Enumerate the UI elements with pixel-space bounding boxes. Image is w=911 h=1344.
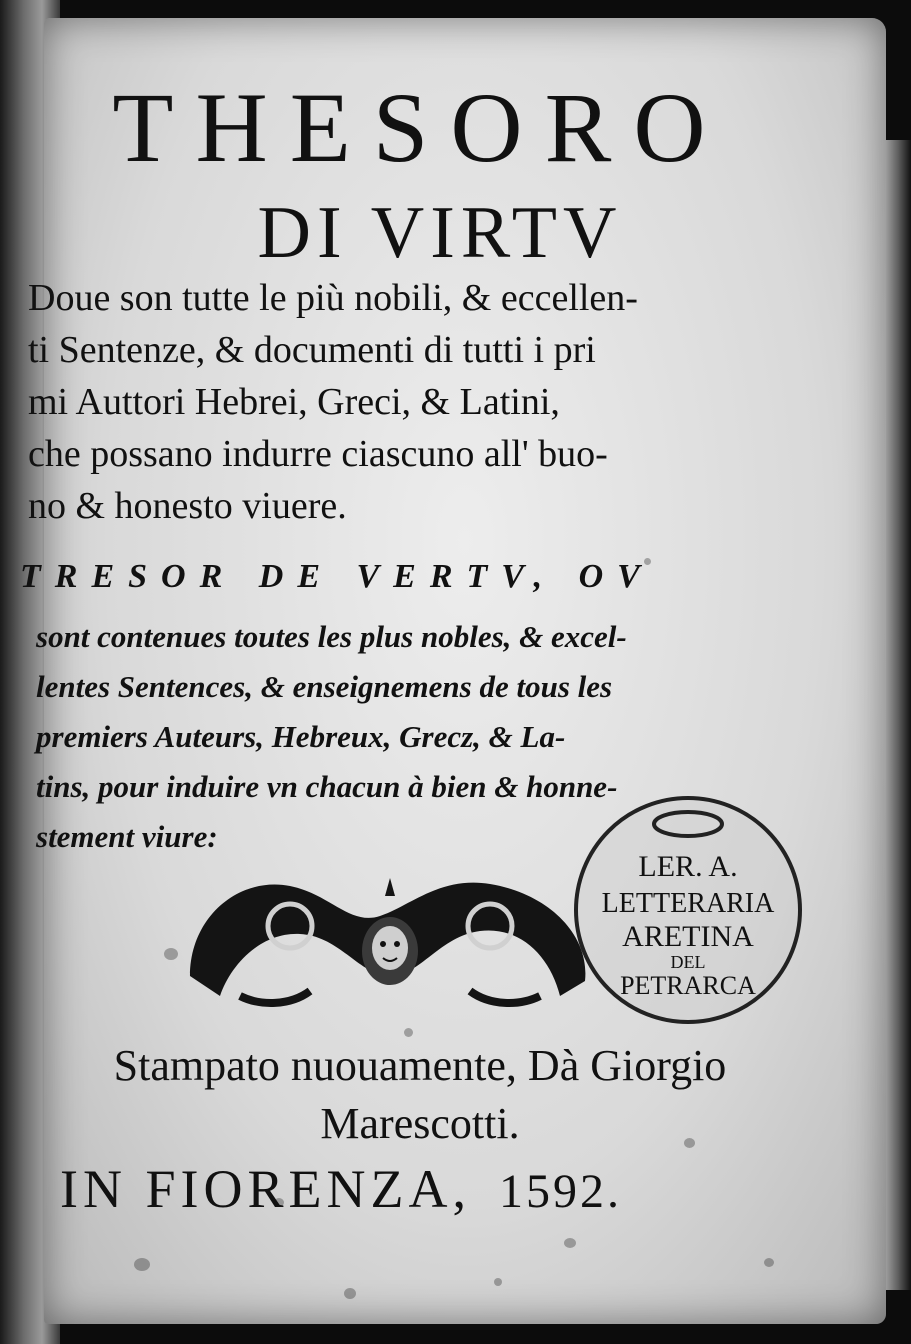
place-name: IN FIORENZA, [60, 1159, 471, 1219]
italian-line: che possano indurre ciascuno all' buo- [28, 433, 608, 475]
french-line: lentes Sentences, & enseignemens de tous les [36, 669, 613, 704]
imprint-place [60, 1158, 780, 1220]
library-stamp [568, 790, 808, 1030]
title-sub: DI VIRTV [257, 192, 623, 274]
french-line: premiers Auteurs, Hebreux, Grecz, & La- [36, 719, 566, 754]
stamp-line: PETRARCA [620, 971, 756, 1000]
french-line: sont contenues toutes les plus nobles, & excel- [36, 619, 627, 654]
imprint-year: 1592. [498, 1165, 622, 1218]
imprint-printer: Stampato nuouamente, Dà Giorgio [113, 1041, 727, 1090]
italian-description [28, 272, 788, 532]
italian-line: Doue son tutte le più nobili, & eccellen- [28, 277, 638, 319]
title-main: THESORO [112, 72, 728, 183]
printers-ornament-icon [180, 856, 600, 1016]
french-line: tins, pour induire vn chacun à bien & honne- [36, 769, 618, 804]
imprint-printer-name: Marescotti. [320, 1099, 520, 1148]
stamp-line: ARETINA [622, 920, 754, 953]
stamp-line: LETTERARIA [601, 888, 775, 919]
italian-line: ti Sentenze, & documenti di tutti i pri [28, 329, 596, 371]
french-title: TRESOR DE VERTV, OV [20, 558, 654, 595]
italian-line: mi Auttori Hebrei, Greci, & Latini, [28, 381, 560, 423]
stamp-line: DEL [670, 952, 706, 972]
stamp-line: LER. A. [638, 850, 738, 883]
italian-line: no & honesto viuere. [28, 485, 347, 527]
french-line: stement viure: [36, 819, 218, 854]
